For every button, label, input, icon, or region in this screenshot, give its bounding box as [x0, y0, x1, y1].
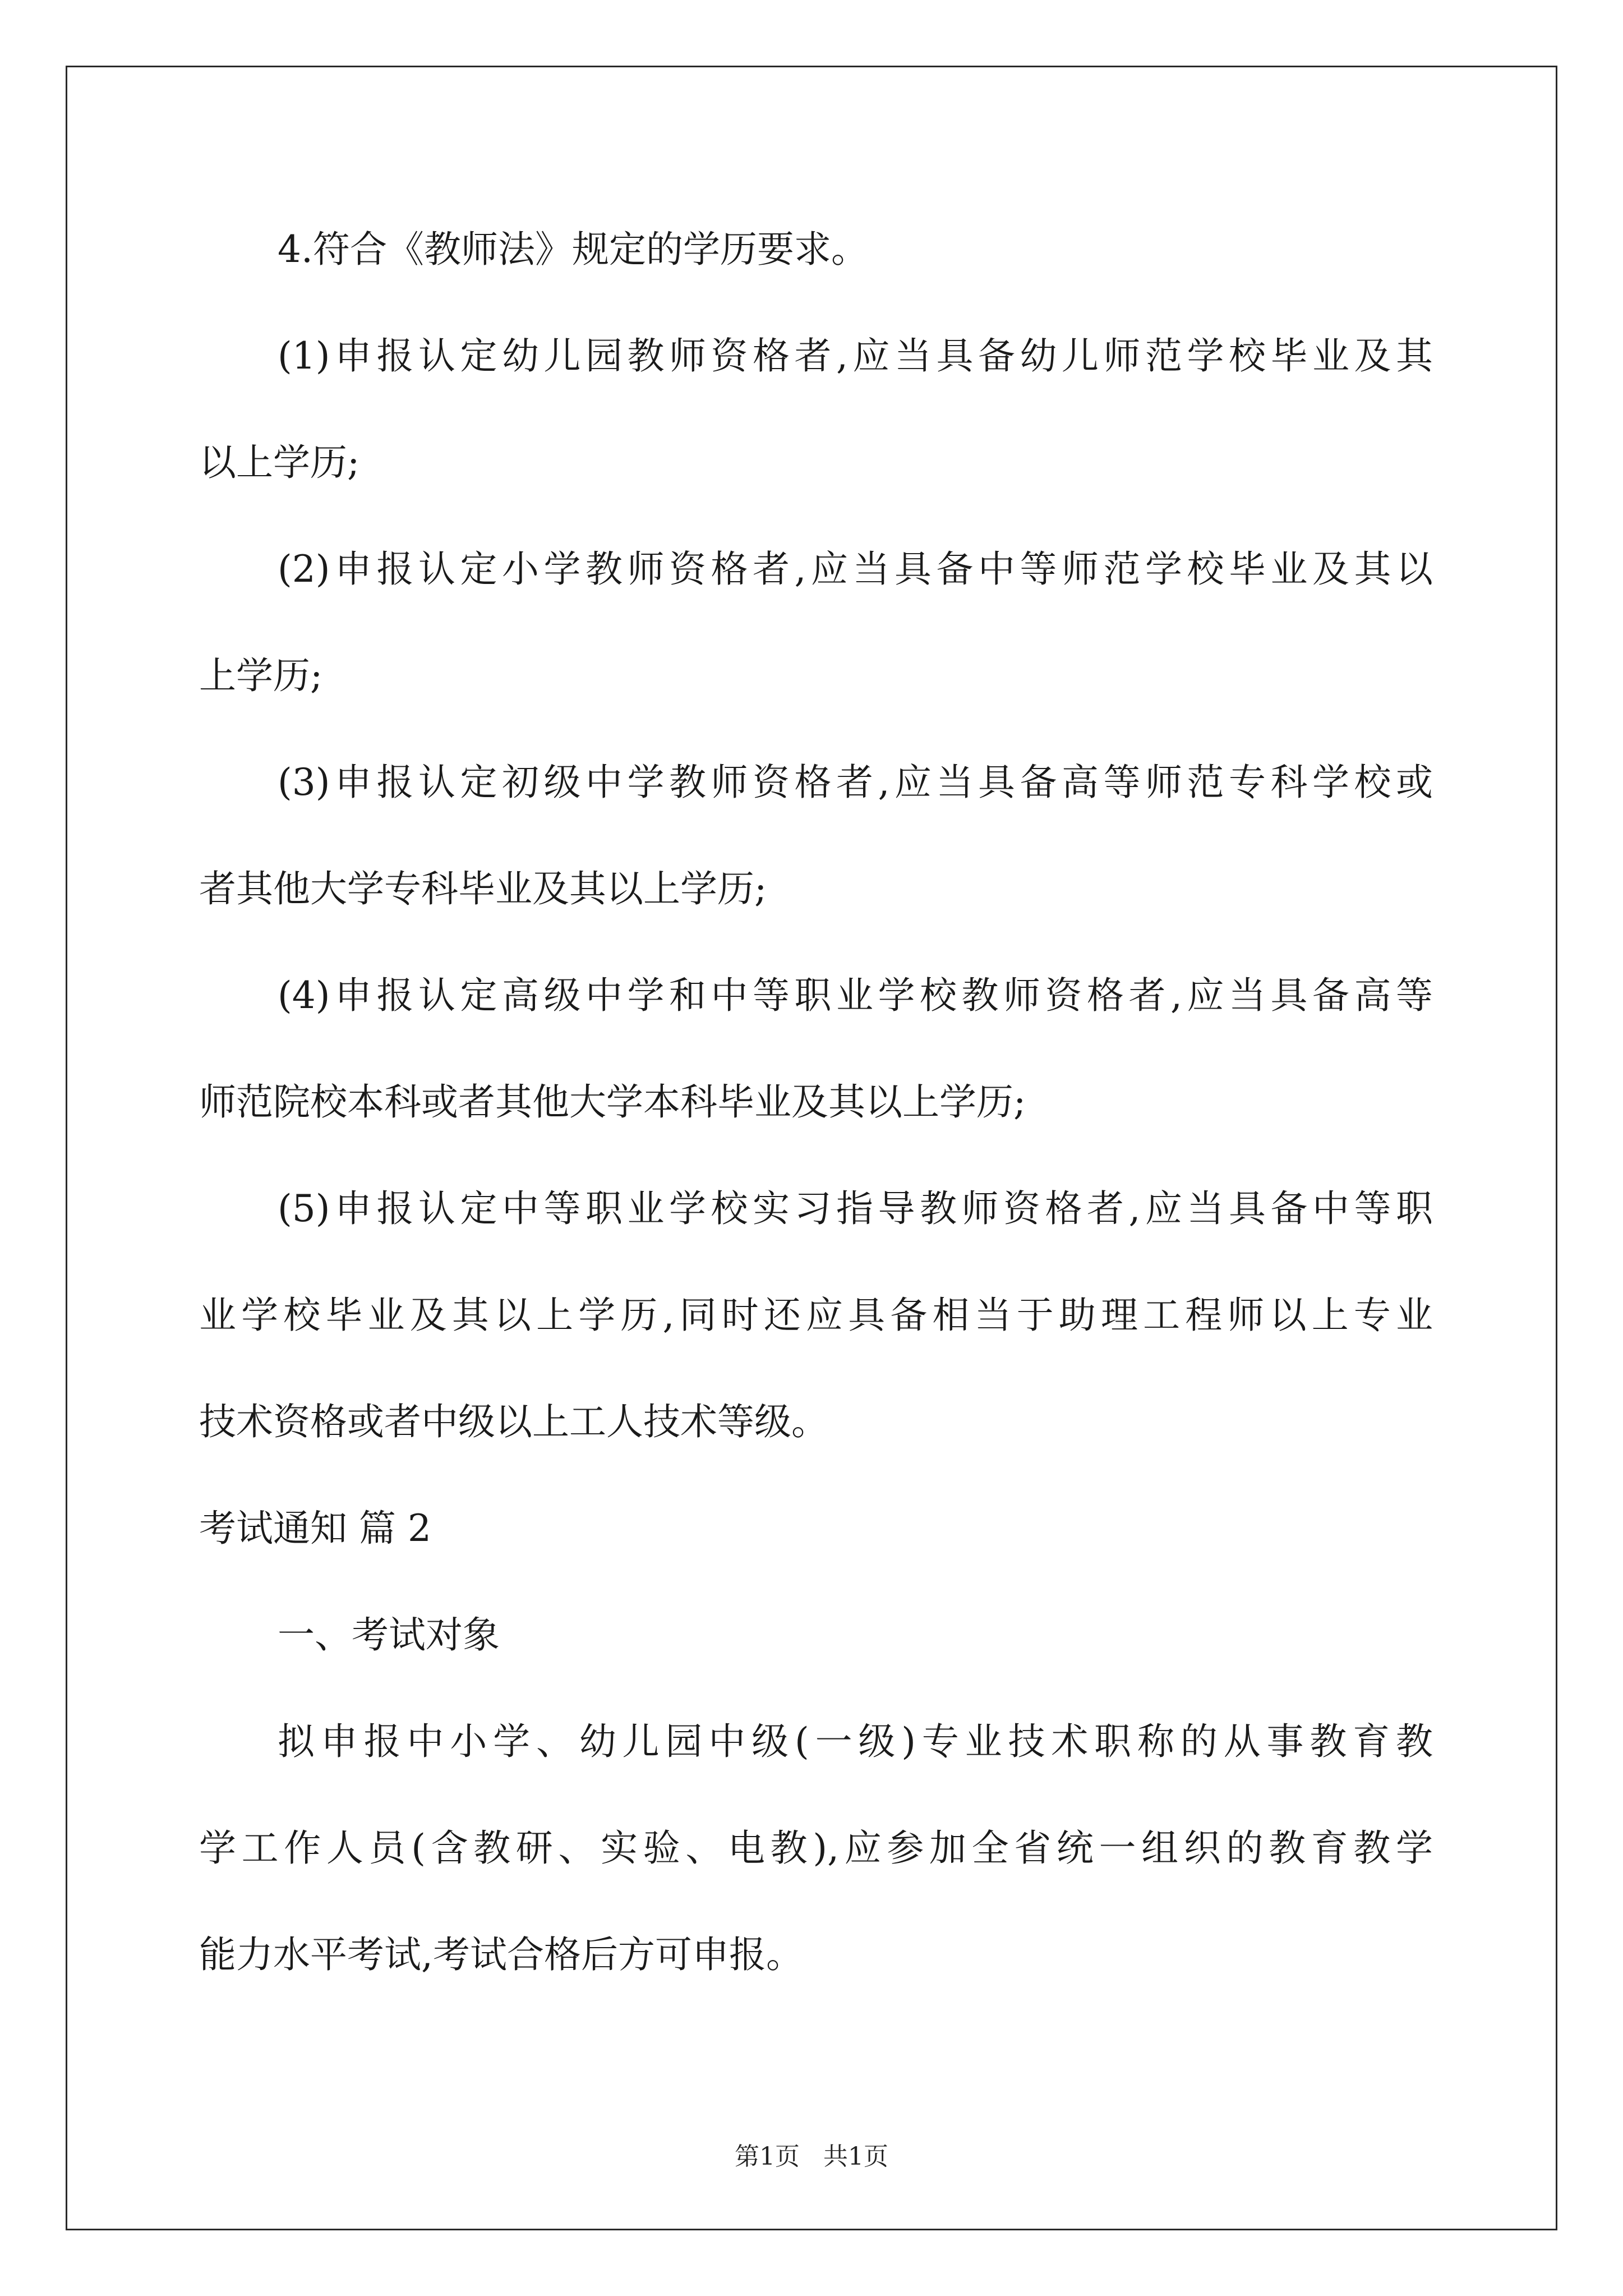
- paragraph-line: 上学历;: [199, 654, 323, 697]
- paragraph-line: 4.符合《教师法》规定的学历要求。: [278, 228, 868, 271]
- paragraph-line: 以上学历;: [199, 441, 360, 484]
- paragraph-line: 能力水平考试,考试合格后方可申报。: [199, 1933, 803, 1976]
- paragraph-line: (1)申报认定幼儿园教师资格者,应当具备幼儿师范学校毕业及其: [278, 334, 1433, 378]
- paragraph-line: 学工作人员(含教研、实验、电教),应参加全省统一组织的教育教学: [199, 1826, 1433, 1870]
- page-border: [66, 66, 1557, 2230]
- page-total: 共1页: [823, 2142, 888, 2171]
- section-heading: 考试通知 篇 2: [199, 1507, 431, 1550]
- paragraph-line: (4)申报认定高级中学和中等职业学校教师资格者,应当具备高等: [278, 974, 1433, 1017]
- paragraph-line: (5)申报认定中等职业学校实习指导教师资格者,应当具备中等职: [278, 1187, 1433, 1230]
- paragraph-line: 拟申报中小学、幼儿园中级(一级)专业技术职称的从事教育教: [278, 1720, 1433, 1763]
- page-number: 第1页: [735, 2142, 800, 2171]
- paragraph-line: (3)申报认定初级中学教师资格者,应当具备高等师范专科学校或: [278, 761, 1433, 804]
- paragraph-line: (2)申报认定小学教师资格者,应当具备中等师范学校毕业及其以: [278, 547, 1433, 591]
- subsection-heading: 一、考试对象: [278, 1613, 500, 1657]
- paragraph-line: 师范院校本科或者其他大学本科毕业及其以上学历;: [199, 1080, 1026, 1124]
- paragraph-line: 者其他大学专科毕业及其以上学历;: [199, 867, 767, 910]
- paragraph-line: 业学校毕业及其以上学历,同时还应具备相当于助理工程师以上专业: [199, 1294, 1433, 1337]
- paragraph-line: 技术资格或者中级以上工人技术等级。: [199, 1400, 828, 1443]
- page-footer: [0, 2140, 1623, 2174]
